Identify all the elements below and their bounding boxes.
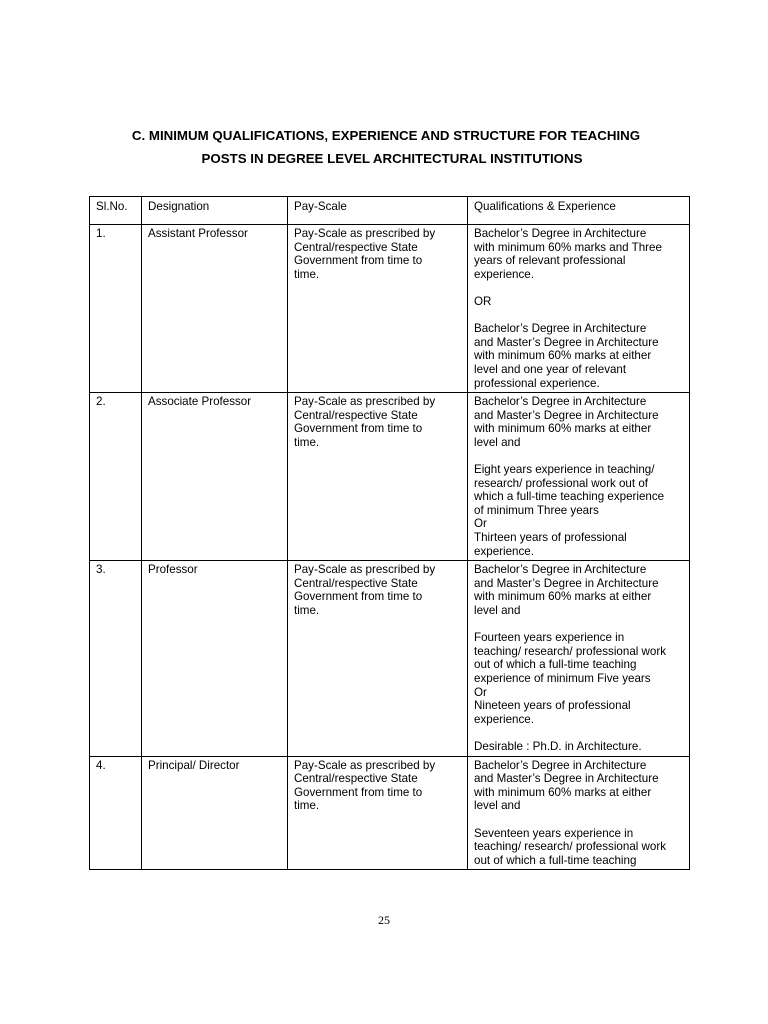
header-pay-scale: Pay-Scale xyxy=(288,197,468,225)
header-qualifications: Qualifications & Experience xyxy=(468,197,690,225)
qualification-paragraph: Bachelor’s Degree in Architecture and Master’s Degree in Architecture with minimum 60% marks at either level and one year of relevant professional experience. xyxy=(474,322,659,390)
row-sl-no: 2. xyxy=(90,393,142,561)
row-designation: Assistant Professor xyxy=(142,225,288,393)
table-row xyxy=(90,225,690,393)
header-sl-no: Sl.No. xyxy=(90,197,142,225)
table-row xyxy=(90,561,690,756)
row-qualifications xyxy=(468,393,690,561)
table-row xyxy=(90,393,690,561)
qualification-paragraph: Bachelor’s Degree in Architecture and Master’s Degree in Architecture with minimum 60% marks at either level and xyxy=(474,758,659,813)
header-designation: Designation xyxy=(142,197,288,225)
row-pay-scale xyxy=(288,225,468,393)
row-designation: Professor xyxy=(142,561,288,756)
page-number: 25 xyxy=(378,913,390,927)
qualifications-table xyxy=(89,196,690,870)
table-row xyxy=(90,756,690,870)
document-title-line-2: POSTS IN DEGREE LEVEL ARCHITECTURAL INSTITUTIONS xyxy=(201,151,583,166)
qualification-paragraph: Bachelor’s Degree in Architecture and Master’s Degree in Architecture with minimum 60% marks at either level and xyxy=(474,563,659,618)
row-qualifications xyxy=(468,756,690,870)
row-sl-no: 1. xyxy=(90,225,142,393)
row-designation: Associate Professor xyxy=(142,393,288,561)
pay-scale-text: Pay-Scale as prescribed by Central/respective State Government from time to time. xyxy=(294,758,436,813)
row-pay-scale xyxy=(288,756,468,870)
pay-scale-text: Pay-Scale as prescribed by Central/respective State Government from time to time. xyxy=(294,395,436,449)
table-header-row xyxy=(90,197,690,225)
row-sl-no: 3. xyxy=(90,561,142,756)
document-title-line-1: C. MINIMUM QUALIFICATIONS, EXPERIENCE AND STRUCTURE FOR TEACHING xyxy=(131,128,641,143)
row-designation: Principal/ Director xyxy=(142,756,288,870)
row-qualifications xyxy=(468,225,690,393)
qualification-paragraph: Bachelor’s Degree in Architecture and Master’s Degree in Architecture with minimum 60% marks at either level and xyxy=(474,395,659,449)
qualification-paragraph: Seventeen years experience in teaching/ research/ professional work out of which a full-time teaching xyxy=(474,826,667,867)
qualification-paragraph: Fourteen years experience in teaching/ research/ professional work out of which a full-time teaching experience of minimum Five years Or Nineteen years of professional experience. xyxy=(474,631,667,726)
row-pay-scale xyxy=(288,393,468,561)
qualification-paragraph: Eight years experience in teaching/ research/ professional work out of which a full-time teaching experience of minimum Three years Or Thirteen years of professional experience. xyxy=(474,463,665,558)
row-sl-no: 4. xyxy=(90,756,142,870)
row-pay-scale xyxy=(288,561,468,756)
qualification-paragraph: Bachelor’s Degree in Architecture with minimum 60% marks and Three years of relevant professional experience. xyxy=(474,227,662,281)
row-qualifications xyxy=(468,561,690,756)
qualification-paragraph: OR xyxy=(474,294,492,308)
qualification-paragraph: Desirable : Ph.D. in Architecture. xyxy=(474,739,642,753)
pay-scale-text: Pay-Scale as prescribed by Central/respective State Government from time to time. xyxy=(294,563,436,618)
pay-scale-text: Pay-Scale as prescribed by Central/respective State Government from time to time. xyxy=(294,227,436,281)
